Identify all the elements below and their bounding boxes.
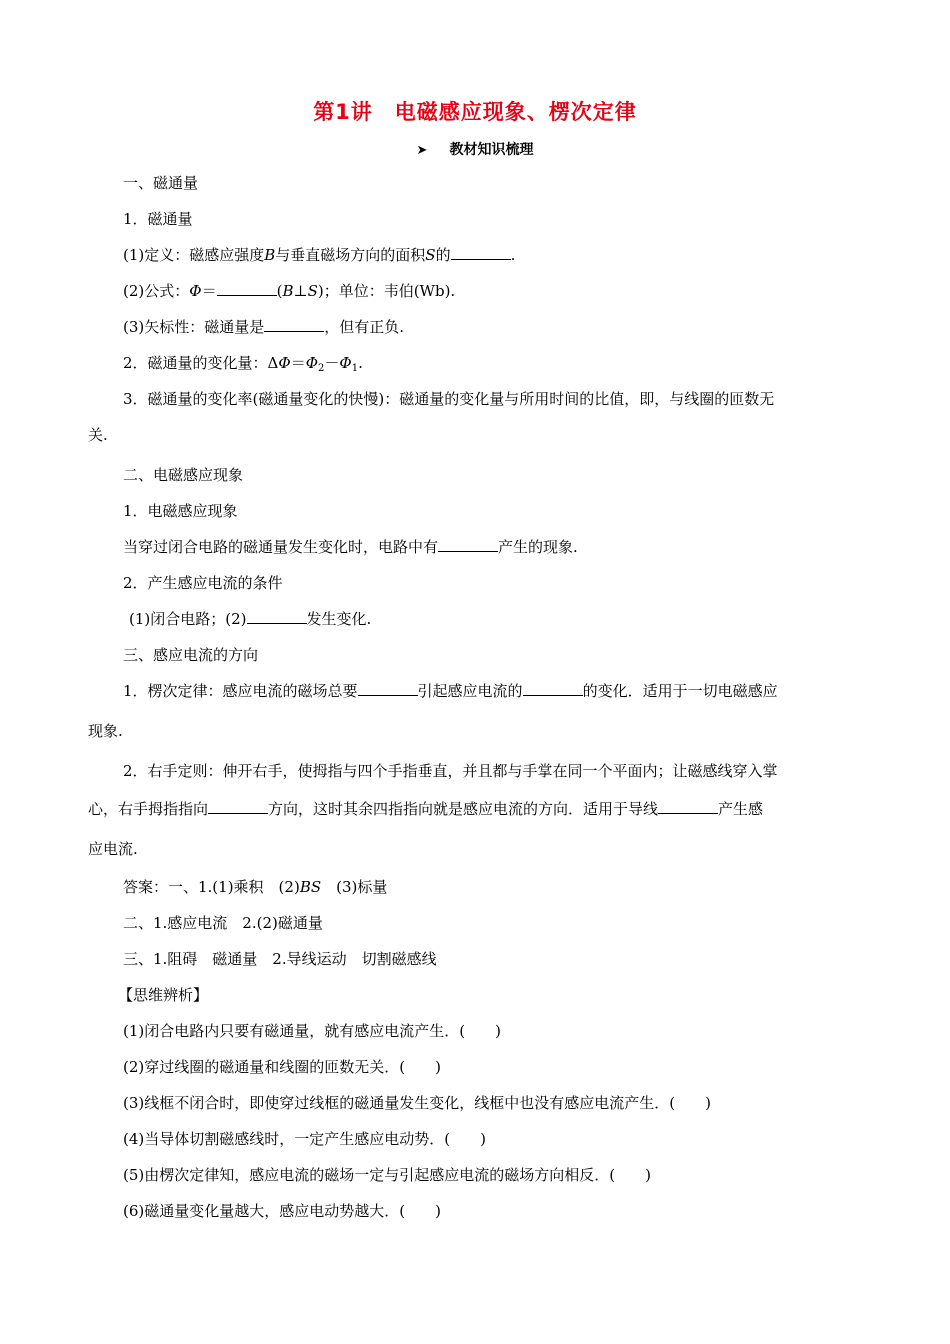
conditions-text-b: 发生变化. <box>306 610 372 628</box>
induction-text-a: 当穿过闭合电路的磁通量发生变化时，电路中有 <box>123 538 439 556</box>
thinking-item: (5)由楞次定律知，感应电流的磁场一定与引起感应电流的磁场方向相反．( ) <box>123 1166 651 1184</box>
right-hand-line2 <box>88 799 763 819</box>
def-symbol-s: S <box>425 246 436 264</box>
heading-flux: 一、磁通量 <box>123 174 199 192</box>
page-title: 第1讲 电磁感应现象、楞次定律 <box>313 100 637 124</box>
flux-formula <box>123 281 455 301</box>
section-subtitle <box>0 139 950 159</box>
def-text-e: 的 <box>435 246 451 264</box>
subscript-1: 1 <box>351 363 359 374</box>
change-minus: － <box>324 354 340 372</box>
flux-rate-line2: 关. <box>88 426 108 444</box>
thinking-item: (6)磁通量变化量越大，感应电动势越大．( ) <box>123 1202 441 1220</box>
lenz-text-a: 1．楞次定律：感应电流的磁场总要 <box>123 682 358 700</box>
def-text-c: 与垂直磁场方向的面积 <box>275 246 426 264</box>
answer-line3: 三、1.阻碍 磁通量 2.导线运动 切割磁感线 <box>123 950 437 968</box>
scalar-text-b: ，但有正负. <box>324 318 405 336</box>
flux-scalar <box>123 317 404 337</box>
subtitle-text: 教材知识梳理 <box>449 142 534 158</box>
subscript-2: 2 <box>318 363 325 374</box>
fill-blank <box>523 681 583 696</box>
fill-blank <box>451 245 511 260</box>
conditions-text <box>129 609 371 629</box>
heading-direction: 三、感应电流的方向 <box>123 646 259 664</box>
induction-text <box>123 537 578 557</box>
item-induction: 1．电磁感应现象 <box>123 502 238 520</box>
fill-blank <box>217 281 277 296</box>
change-phi2: Φ <box>305 354 319 372</box>
lenz-text-c: 的变化．适用于一切电磁感应 <box>582 682 778 700</box>
def-symbol-b: B <box>264 246 276 264</box>
change-phi1: Φ <box>339 354 352 372</box>
fill-blank <box>247 609 307 624</box>
formula-paren: ( <box>276 282 283 300</box>
right-hand-text-a: 心，右手拇指指向 <box>88 800 209 818</box>
flux-definition <box>123 245 515 265</box>
formula-condition: B⊥S <box>282 282 318 300</box>
change-label: 2．磁通量的变化量：Δ <box>123 354 279 372</box>
formula-label: (2)公式： <box>123 282 190 300</box>
right-hand-line3: 应电流. <box>88 840 138 858</box>
flux-rate-line1: 3．磁通量的变化率(磁通量变化的快慢)：磁通量的变化量与所用时间的比值，即，与线圈的匝数无 <box>123 390 775 408</box>
fill-blank <box>358 681 418 696</box>
thinking-item: (4)当导体切割磁感线时，一定产生感应电动势．( ) <box>123 1130 486 1148</box>
right-hand-text-b: 方向，这时其余四指指向就是感应电流的方向．适用于导线 <box>268 800 659 818</box>
change-phi: Φ <box>278 354 291 372</box>
fill-blank <box>208 799 268 814</box>
item-conditions: 2．产生感应电流的条件 <box>123 574 283 592</box>
flux-change <box>123 353 363 373</box>
lenz-text-b: 引起感应电流的 <box>417 682 523 700</box>
def-text-a: (1)定义：磁感应强度 <box>123 246 265 264</box>
formula-phi: Φ <box>189 282 202 300</box>
formula-equals: ＝ <box>201 282 217 300</box>
right-hand-line1: 2．右手定则：伸开右手，使拇指与四个手指垂直，并且都与手掌在同一个平面内；让磁感线穿入掌 <box>123 762 778 780</box>
fill-blank <box>264 317 324 332</box>
heading-thinking: 【思维辨析】 <box>118 986 209 1004</box>
conditions-text-a: (1)闭合电路；(2) <box>129 610 247 628</box>
scalar-text-a: (3)矢标性：磁通量是 <box>123 318 265 336</box>
def-text-f: . <box>510 246 516 264</box>
fill-blank <box>438 537 498 552</box>
formula-unit: )；单位：韦伯(Wb). <box>317 282 456 300</box>
thinking-item: (2)穿过线圈的磁通量和线圈的匝数无关．( ) <box>123 1058 441 1076</box>
induction-text-b: 产生的现象. <box>498 538 578 556</box>
thinking-item: (1)闭合电路内只要有磁通量，就有感应电流产生．( ) <box>123 1022 501 1040</box>
change-end: . <box>358 354 363 372</box>
arrow-bullet-icon: ➤ <box>416 143 428 158</box>
answer-bs: BS <box>299 878 322 896</box>
answer-text-b: (3)标量 <box>321 878 388 896</box>
answer-line2: 二、1.感应电流 2.(2)磁通量 <box>123 914 323 932</box>
answer-text-a: 答案：一、1.(1)乘积 (2) <box>123 878 300 896</box>
change-equals: ＝ <box>290 354 306 372</box>
item-flux: 1．磁通量 <box>123 210 193 228</box>
lenz-law-line2: 现象. <box>88 722 123 740</box>
answer-line1 <box>123 877 387 897</box>
lenz-law-line1 <box>123 681 778 701</box>
thinking-item: (3)线框不闭合时，即使穿过线框的磁通量发生变化，线框中也没有感应电流产生．( ) <box>123 1094 711 1112</box>
right-hand-text-c: 产生感 <box>718 800 764 818</box>
fill-blank <box>658 799 718 814</box>
heading-induction: 二、电磁感应现象 <box>123 466 244 484</box>
